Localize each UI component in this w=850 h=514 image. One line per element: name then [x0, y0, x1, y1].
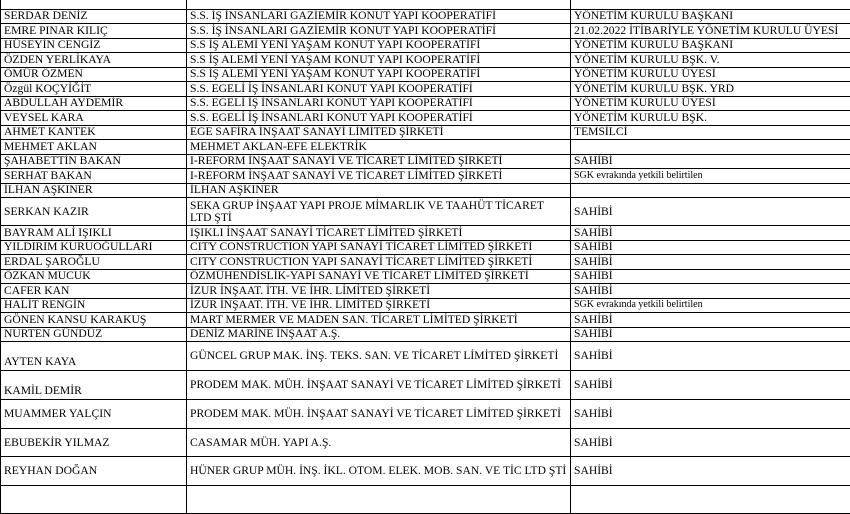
table-row — [1, 198, 850, 226]
person-name: AHMET KANTEK — [1, 125, 187, 140]
table-row — [1, 169, 850, 184]
person-name: HÜSEYİN CENGİZ — [1, 38, 187, 53]
person-name: EBUBEKİR YILMAZ — [1, 429, 187, 457]
table-row — [1, 269, 850, 284]
person-role: SAHİBİ — [571, 154, 850, 169]
person-role: YÖNETİM KURULU BŞK. YRD — [571, 82, 850, 97]
person-name: NURTEN GÜNDÜZ — [1, 327, 187, 342]
person-name: ERDAL ŞAROĞLU — [1, 255, 187, 270]
table-row — [1, 154, 850, 169]
table-row — [1, 67, 850, 82]
company-name: DENİZ MARİNE İNŞAAT A.Ş. — [187, 327, 571, 342]
person-name: ŞAHABETTİN BAKAN — [1, 154, 187, 169]
person-name: ÖZDEN YERLİKAYA — [1, 53, 187, 68]
person-role: SAHİBİ — [571, 400, 850, 429]
company-name: CITY CONSTRUCTION YAPI SANAYİ TİCARET LİMİTED ŞİRKETİ — [187, 240, 571, 255]
company-name: S.S. İŞ İNSANLARI GAZİEMİR KONUT YAPI KOOPERATİFİ — [187, 24, 571, 39]
person-name: CAFER KAN — [1, 284, 187, 299]
person-role: SAHİBİ — [571, 269, 850, 284]
company-name: PRODEM MAK. MÜH. İNŞAAT SANAYİ VE TİCARET LİMİTED ŞİRKETİ — [187, 371, 571, 400]
person-role: YÖNETİM KURULU ÜYESİ — [571, 96, 850, 111]
person-role: SAHİBİ — [571, 240, 850, 255]
person-name: SERDAR DENİZ — [1, 9, 187, 24]
company-name: S.S İŞ ALEMİ YENİ YAŞAM KONUT YAPI KOOPERATİFİ — [187, 38, 571, 53]
table-row — [1, 298, 850, 313]
person-name: AYTEN KAYA — [1, 342, 187, 371]
table-cell — [187, 0, 571, 9]
table-row — [1, 140, 850, 155]
table-cell — [1, 0, 187, 9]
person-role: YÖNETİM KURULU BŞK. — [571, 111, 850, 126]
person-name: ÖZKAN MUCUK — [1, 269, 187, 284]
company-name: ÖZMÜHENDİSLİK-YAPI SANAYİ VE TİCARET LİMİTED ŞİRKETİ — [187, 269, 571, 284]
table-cell — [571, 486, 850, 514]
person-role — [571, 140, 850, 155]
table-row — [1, 53, 850, 68]
person-role: 21.02.2022 İTİBARİYLE YÖNETİM KURULU ÜYESİ — [571, 24, 850, 39]
table-body — [1, 0, 850, 514]
person-name: EMRE PINAR KILIÇ — [1, 24, 187, 39]
company-name: I-REFORM İNŞAAT SANAYİ VE TİCARET LİMİTED ŞİRKETİ — [187, 169, 571, 184]
company-name: S.S. İŞ İNSANLARI GAZİEMİR KONUT YAPI KOOPERATİFİ — [187, 9, 571, 24]
table-row — [1, 327, 850, 342]
table-row — [1, 255, 850, 270]
table-cell — [187, 486, 571, 514]
person-name: YILDIRIM KURUOĞULLARI — [1, 240, 187, 255]
person-name: BAYRAM ALİ IŞIKLI — [1, 226, 187, 241]
company-name: SEKA GRUP İNŞAAT YAPI PROJE MİMARLIK VE TAAHÜT TİCARET LTD ŞTİ — [187, 198, 571, 226]
table-row — [1, 371, 850, 400]
table-row-top-partial — [1, 0, 850, 9]
company-name: İZUR İNŞAAT. İTH. VE İHR. LİMİTED ŞİRKETİ — [187, 298, 571, 313]
person-name: SERKAN KAZIR — [1, 198, 187, 226]
table-row — [1, 240, 850, 255]
person-name: Özgül KOÇYİĞİT — [1, 82, 187, 97]
company-name: GÜNCEL GRUP MAK. İNŞ. TEKS. SAN. VE TİCARET LİMİTED ŞİRKETİ — [187, 342, 571, 371]
company-name: MART MERMER VE MADEN SAN. TİCARET LİMİTED ŞİRKETİ — [187, 313, 571, 328]
person-role: SAHİBİ — [571, 342, 850, 371]
table-row — [1, 342, 850, 371]
company-name: IŞIKLI İNŞAAT SANAYİ TİCARET LİMİTED ŞİRKETİ — [187, 226, 571, 241]
table-row-bottom-partial — [1, 486, 850, 514]
table-row — [1, 24, 850, 39]
person-name: VEYSEL KARA — [1, 111, 187, 126]
company-name: CASAMAR MÜH. YAPI A.Ş. — [187, 429, 571, 457]
table-row — [1, 111, 850, 126]
company-name: EGE SAFİRA İNŞAAT SANAYİ LİMİTED ŞİRKETİ — [187, 125, 571, 140]
person-role: TEMSİLCİ — [571, 125, 850, 140]
person-role: SGK evrakında yetkili belirtilen — [571, 298, 850, 313]
person-role: SAHİBİ — [571, 198, 850, 226]
table-row — [1, 82, 850, 97]
company-name: İLHAN AŞKINER — [187, 183, 571, 198]
person-role: YÖNETİM KURULU ÜYESİ — [571, 67, 850, 82]
company-name: PRODEM MAK. MÜH. İNŞAAT SANAYİ VE TİCARET LİMİTED ŞİRKETİ — [187, 400, 571, 429]
company-name: S.S İŞ ALEMİ YENİ YAŞAM KONUT YAPI KOOPERATİFİ — [187, 53, 571, 68]
table-row — [1, 226, 850, 241]
table-cell — [571, 0, 850, 9]
person-name: REYHAN DOĞAN — [1, 457, 187, 486]
company-name: HÜNER GRUP MÜH. İNŞ. İKL. OTOM. ELEK. MOB. SAN. VE TİC LTD ŞTİ — [187, 457, 571, 486]
person-role: YÖNETİM KURULU BŞK. V. — [571, 53, 850, 68]
person-role: SAHİBİ — [571, 371, 850, 400]
company-name: İZUR İNŞAAT. İTH. VE İHR. LİMİTED ŞİRKETİ — [187, 284, 571, 299]
person-role — [571, 183, 850, 198]
company-name: I-REFORM İNŞAAT SANAYİ VE TİCARET LİMİTED ŞİRKETİ — [187, 154, 571, 169]
person-name: ÖMÜR ÖZMEN — [1, 67, 187, 82]
person-name: GÖNEN KANSU KARAKUŞ — [1, 313, 187, 328]
person-role: SAHİBİ — [571, 457, 850, 486]
person-name: SERHAT BAKAN — [1, 169, 187, 184]
person-role: SAHİBİ — [571, 429, 850, 457]
table-cell — [1, 486, 187, 514]
person-name: HALİT RENGİN — [1, 298, 187, 313]
person-role: SAHİBİ — [571, 327, 850, 342]
table-row — [1, 457, 850, 486]
person-role: YÖNETİM KURULU BAŞKANI — [571, 9, 850, 24]
person-role: SAHİBİ — [571, 284, 850, 299]
table-row — [1, 9, 850, 24]
person-name: MEHMET AKLAN — [1, 140, 187, 155]
person-role: YÖNETİM KURULU BAŞKANI — [571, 38, 850, 53]
company-name: MEHMET AKLAN-EFE ELEKTRİK — [187, 140, 571, 155]
company-name: S.S. EGELİ İŞ İNSANLARI KONUT YAPI KOOPERATİFİ — [187, 82, 571, 97]
person-role: SAHİBİ — [571, 255, 850, 270]
table-row — [1, 429, 850, 457]
person-name: ABDULLAH AYDEMİR — [1, 96, 187, 111]
person-name: İLHAN AŞKINER — [1, 183, 187, 198]
company-name: CITY CONSTRUCTION YAPI SANAYİ TİCARET LİMİTED ŞİRKETİ — [187, 255, 571, 270]
person-name: MUAMMER YALÇIN — [1, 400, 187, 429]
person-name: KAMİL DEMİR — [1, 371, 187, 400]
person-role: SAHİBİ — [571, 226, 850, 241]
person-role: SGK evrakında yetkili belirtilen — [571, 169, 850, 184]
person-role: SAHİBİ — [571, 313, 850, 328]
table-row — [1, 183, 850, 198]
table-row — [1, 400, 850, 429]
table-row — [1, 38, 850, 53]
table-row — [1, 313, 850, 328]
table-row — [1, 96, 850, 111]
company-name: S.S. EGELİ İŞ İNSANLARI KONUT YAPI KOOPERATİFİ — [187, 96, 571, 111]
company-name: S.S. EGELİ İŞ İNSANLARI KONUT YAPI KOOPERATİFİ — [187, 111, 571, 126]
company-name: S.S İŞ ALEMİ YENİ YAŞAM KONUT YAPI KOOPERATİFİ — [187, 67, 571, 82]
table-row — [1, 125, 850, 140]
table-row — [1, 284, 850, 299]
